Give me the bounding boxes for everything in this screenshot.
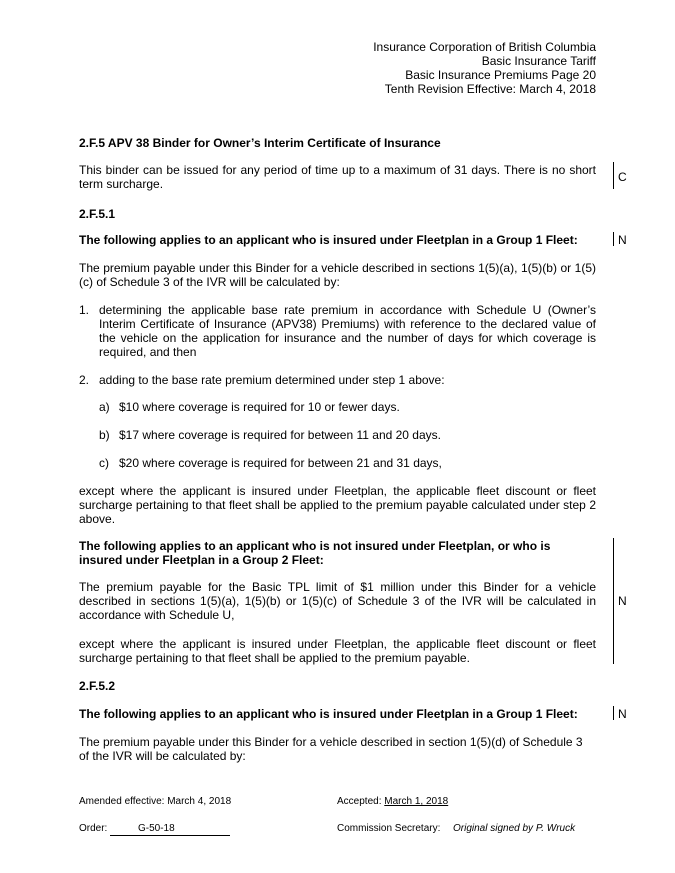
order-value: G-50-18 <box>138 823 175 834</box>
header-line-3: Basic Insurance Premiums Page 20 <box>405 68 596 82</box>
subsection-heading-2: 2.F.5.2 <box>79 679 116 693</box>
new-mark: N <box>618 594 627 608</box>
group2-heading: The following applies to an applicant who is not insured under Fleetplan, or who is insured under Fleetplan in a Group 2 Fleet: <box>79 539 551 567</box>
premium-paragraph: The premium payable under this Binder for a vehicle described in sections 1(5)(a), 1(5)(b) or 1(5)(c) of Schedule 3 of the IVR will be calculated by: <box>79 261 596 289</box>
change-bar <box>613 706 614 720</box>
header-line-4: Tenth Revision Effective: March 4, 2018 <box>384 82 596 96</box>
accepted <box>337 796 448 807</box>
step-number: 2. <box>79 373 90 387</box>
substep-label: b) <box>99 428 110 442</box>
commission-secretary-value: Original signed by P. Wruck <box>453 823 576 834</box>
premium-paragraph-2: The premium payable under this Binder for a vehicle described in section 1(5)(d) of Schedule 3 of the IVR will be calculated by: <box>79 735 583 763</box>
substep-text: $10 where coverage is required for 10 or fewer days. <box>119 400 400 414</box>
tpl-paragraph: The premium payable for the Basic TPL limit of $1 million under this Binder for a vehicle described in sections 1(5)(a), 1(5)(b) or 1(5)(c) of Schedule 3 of the IVR will be calculated in accordance with Schedule U, <box>79 580 596 622</box>
step-text: determining the applicable base rate premium in accordance with Schedule U (Owner’s Interim Certificate of Insurance (APV38) Premiums) with reference to the declared value of the vehicle on the application for insurance and the number of days for which coverage is required, and then <box>99 303 596 359</box>
intro-paragraph: This binder can be issued for any period of time up to a maximum of 31 days. There is no short term surcharge. <box>79 163 596 191</box>
order <box>79 823 107 834</box>
substep-label: a) <box>99 400 110 414</box>
except-paragraph-2: except where the applicant is insured under Fleetplan, the applicable fleet discount or fleet surcharge pertaining to that fleet shall be applied to the premium payable. <box>79 637 596 665</box>
amended-effective: Amended effective: March 4, 2018 <box>79 796 232 807</box>
header-line-2: Basic Insurance Tariff <box>481 54 596 68</box>
order-label: Order: <box>79 823 108 834</box>
accepted-date: March 1, 2018 <box>384 796 449 807</box>
change-bar <box>613 538 614 664</box>
substep-text: $20 where coverage is required for between 21 and 31 days, <box>119 456 442 470</box>
step-text: adding to the base rate premium determined under step 1 above: <box>99 373 445 387</box>
accepted-label: Accepted: <box>337 796 385 807</box>
change-bar <box>613 232 614 246</box>
substep-text: $17 where coverage is required for between 11 and 20 days. <box>119 428 441 442</box>
change-mark-c: C <box>618 170 627 184</box>
substep-label: c) <box>99 456 109 470</box>
order-line <box>110 823 230 836</box>
new-mark: N <box>618 707 627 721</box>
subsection-heading-1: 2.F.5.1 <box>79 207 116 221</box>
step-number: 1. <box>79 303 90 317</box>
header-line-1: Insurance Corporation of British Columbia <box>373 40 596 54</box>
commission-secretary-label: Commission Secretary: <box>337 823 441 834</box>
section-title: 2.F.5 APV 38 Binder for Owner’s Interim Certificate of Insurance <box>79 136 441 150</box>
change-bar <box>613 162 614 189</box>
new-mark: N <box>618 233 627 247</box>
except-paragraph: except where the applicant is insured under Fleetplan, the applicable fleet discount or fleet surcharge pertaining to that fleet shall be applied to the premium payable calculated under step 2 above. <box>79 484 596 526</box>
group1-heading-2: The following applies to an applicant who is insured under Fleetplan in a Group 1 Fleet: <box>79 707 578 721</box>
group1-heading: The following applies to an applicant who is insured under Fleetplan in a Group 1 Fleet: <box>79 233 578 247</box>
